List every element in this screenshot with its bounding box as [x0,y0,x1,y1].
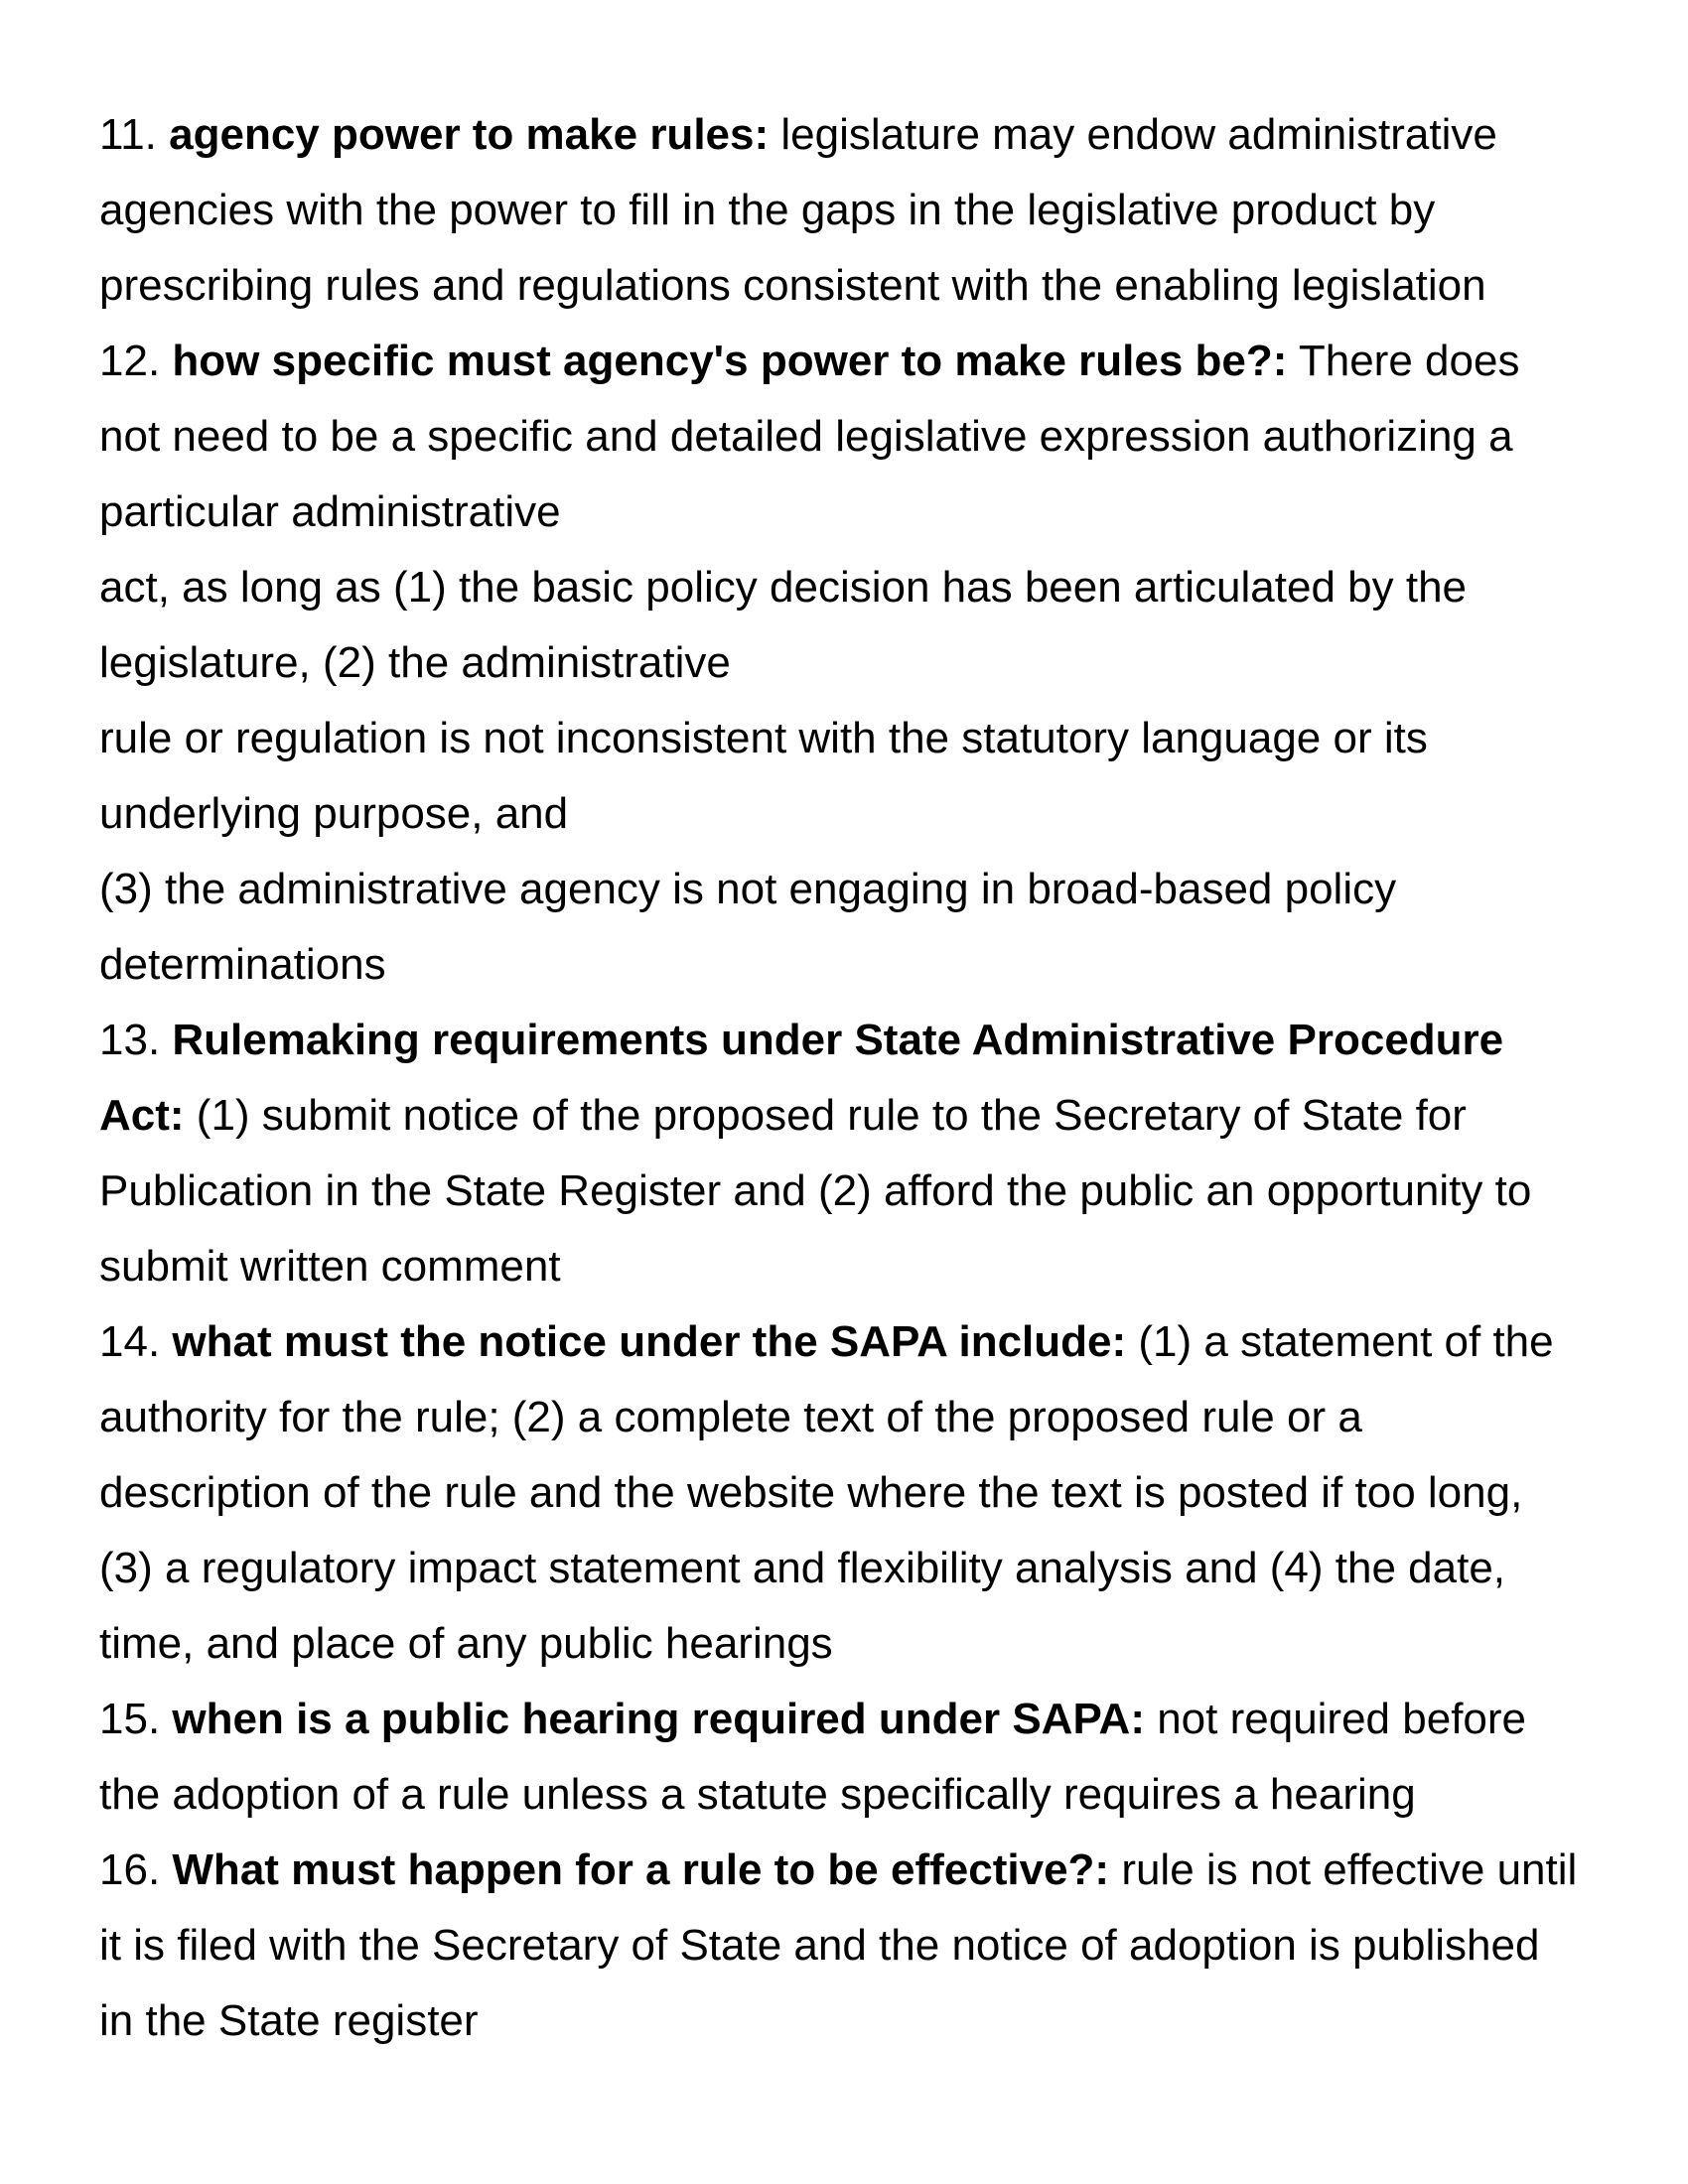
entry-definition: (1) a statement of the [1138,1317,1554,1366]
entry-first-line [99,97,1609,173]
entry-definition-line: not need to be a specific and detailed legislative expression authorizing a [99,412,1513,461]
entry-definition-line: particular administrative [99,487,561,536]
entry-definition: rule is not effective until [1121,1845,1578,1894]
entry-number: 16. [99,1845,161,1894]
entry-definition-line: it is filed with the Secretary of State and the notice of adoption is published [99,1921,1540,1970]
entry-term: What must happen for a rule to be effective?: [172,1845,1110,1894]
flashcard-entry-11 [99,97,1609,324]
flashcard-entry-15 [99,1682,1609,1833]
entry-definition: (1) submit notice of the proposed rule to the Secretary of State for [196,1091,1467,1140]
flashcard-entry-14 [99,1304,1609,1682]
entry-definition-line: rule or regulation is not inconsistent with the statutory language or its [99,714,1428,762]
entry-definition-line: (3) a regulatory impact statement and flexibility analysis and (4) the date, [99,1544,1506,1592]
entry-definition-line: the adoption of a rule unless a statute specifically requires a hearing [99,1770,1416,1819]
entry-first-line [99,324,1609,399]
entry-term: agency power to make rules: [169,110,770,159]
entry-number: 15. [99,1695,161,1743]
entry-definition-line: (3) the administrative agency is not engaging in broad-based policy [99,865,1397,913]
entry-definition-line: legislature, (2) the administrative [99,638,731,687]
entry-definition-line: act, as long as (1) the basic policy decision has been articulated by the [99,563,1468,612]
entry-definition-line: description of the rule and the website where the text is posted if too long, [99,1468,1523,1517]
entry-definition: There does [1298,337,1520,385]
entry-term: how specific must agency's power to make rules be?: [172,337,1288,385]
entry-term: when is a public hearing required under SAPA: [172,1695,1145,1743]
entry-term-continued: Act: [99,1091,185,1140]
entry-definition-line: determinations [99,940,386,989]
entry-definition-line: prescribing rules and regulations consistent with the enabling legislation [99,261,1486,310]
entry-definition-line: authority for the rule; (2) a complete text of the proposed rule or a [99,1393,1362,1441]
entry-definition-line: Publication in the State Register and (2) afford the public an opportunity to [99,1166,1532,1215]
document-page [99,97,1609,2059]
entry-number: 12. [99,337,161,385]
entry-definition-line: underlying purpose, and [99,789,569,838]
entry-first-line [99,1003,1609,1078]
entry-definition: legislature may endow administrative [780,110,1497,159]
entry-definition-line: time, and place of any public hearings [99,1619,833,1668]
entry-definition-line: in the State register [99,1996,479,2045]
flashcard-entry-13 [99,1003,1609,1304]
entry-term: Rulemaking requirements under State Administrative Procedure [172,1016,1504,1064]
entry-number: 14. [99,1317,161,1366]
entry-definition-line: submit written comment [99,1242,561,1291]
entry-second-line [99,1078,1609,1154]
entry-first-line [99,1304,1609,1380]
entry-term: what must the notice under the SAPA include: [172,1317,1127,1366]
entry-definition-line: agencies with the power to fill in the gaps in the legislative product by [99,186,1436,234]
entry-number: 13. [99,1016,161,1064]
entry-number: 11. [99,110,157,159]
entry-definition: not required before [1157,1695,1527,1743]
entry-first-line [99,1833,1609,1908]
flashcard-entry-12 [99,324,1609,1003]
flashcard-entry-16 [99,1833,1609,2059]
entry-first-line [99,1682,1609,1757]
